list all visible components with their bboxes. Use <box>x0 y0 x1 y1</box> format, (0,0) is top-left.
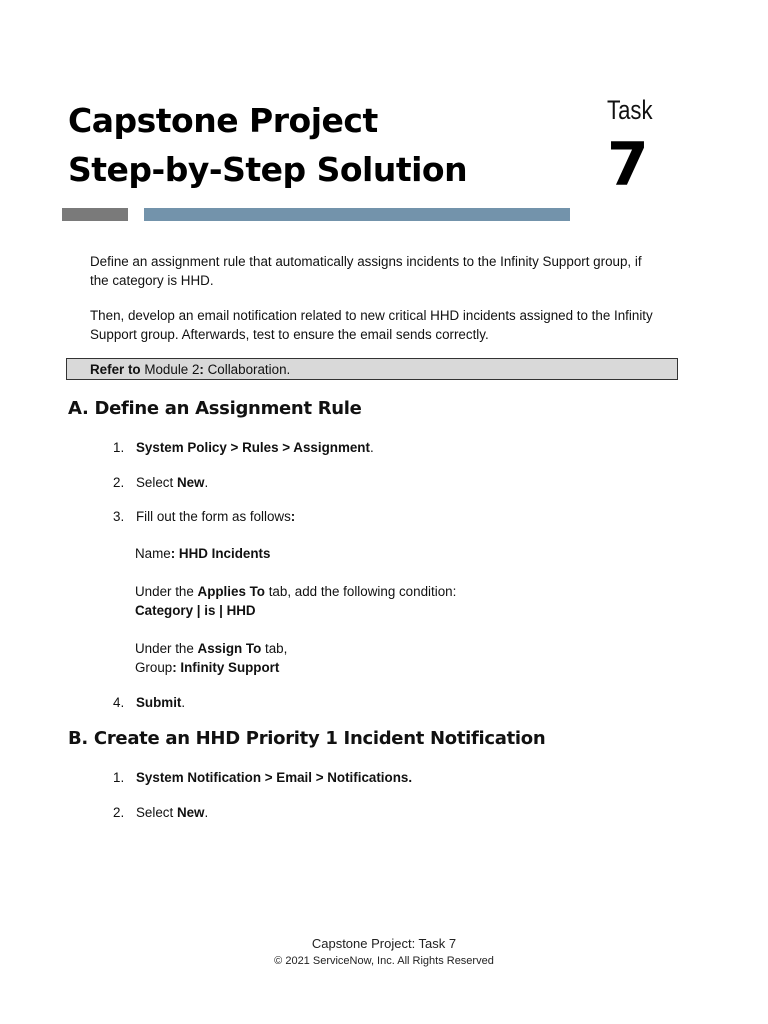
footer-copyright: © 2021 ServiceNow, Inc. All Rights Reserved <box>274 955 494 967</box>
intro-p2-line1: Then, develop an email notification related to new critical HHD incidents assigned to the Infinity <box>90 308 653 323</box>
applies-to-block <box>135 582 456 620</box>
intro-paragraph-1 <box>90 252 690 290</box>
step-colon: : <box>290 509 296 524</box>
section-a-step-1 <box>113 438 374 457</box>
group-colon: : <box>172 660 177 675</box>
refer-colon: : <box>199 362 204 377</box>
intro-paragraph-2 <box>90 306 690 344</box>
intro-p1-line2: the category is HHD. <box>90 273 214 288</box>
condition-text: Category | is | HHD <box>135 603 256 618</box>
step-bold: New <box>176 475 205 490</box>
title-line-1: Capstone Project <box>68 101 378 140</box>
section-a-heading: A. Define an Assignment Rule <box>68 398 362 419</box>
step-number: 4. <box>113 695 125 710</box>
step-number: 2. <box>113 805 125 820</box>
section-b-heading: B. Create an HHD Priority 1 Incident Notification <box>68 728 546 749</box>
applies-tab: Applies To <box>197 584 265 599</box>
decorative-gray-bar <box>62 208 128 221</box>
applies-pre: Under the <box>135 584 198 599</box>
step-number: 1. <box>113 440 125 455</box>
step-text: Fill out the form as follows <box>136 509 291 524</box>
refer-box <box>66 358 678 380</box>
step-text: Select <box>136 805 177 820</box>
group-value: Infinity Support <box>176 660 280 675</box>
group-label: Group <box>135 660 173 675</box>
section-a-step-3 <box>113 507 295 526</box>
intro-p2-line2: Support group. Afterwards, test to ensure the email sends correctly. <box>90 327 489 342</box>
footer-title: Capstone Project: Task 7 <box>311 936 457 951</box>
name-colon: : <box>170 546 176 561</box>
assign-pre: Under the <box>135 641 198 656</box>
name-field-line <box>135 544 270 563</box>
step-number: 3. <box>113 509 125 524</box>
step-end: . <box>369 440 374 455</box>
step-end: . <box>204 475 209 490</box>
title-line-2: Step-by-Step Solution <box>68 150 468 189</box>
refer-module: Module 2 <box>140 362 200 377</box>
name-label: Name <box>135 546 171 561</box>
assign-tab: Assign To <box>197 641 262 656</box>
name-value: HHD Incidents <box>175 546 271 561</box>
step-path: System Notification > Email > Notifications. <box>136 770 413 785</box>
decorative-blue-bar <box>144 208 570 221</box>
task-label: Task <box>607 95 653 125</box>
assign-to-block <box>135 639 287 677</box>
section-a-step-4 <box>113 693 185 712</box>
refer-label: Refer to <box>90 362 141 377</box>
section-b-step-1 <box>113 768 412 787</box>
applies-post: tab, add the following condition: <box>264 584 457 599</box>
page-title <box>68 96 467 194</box>
step-bold: Submit <box>136 695 182 710</box>
step-text: Select <box>136 475 177 490</box>
task-number: 7 <box>607 130 649 200</box>
assign-post: tab, <box>261 641 288 656</box>
step-bold: New <box>176 805 205 820</box>
refer-topic: Collaboration. <box>203 362 291 377</box>
section-b-step-2 <box>113 803 208 822</box>
step-path: System Policy > Rules > Assignment <box>136 440 370 455</box>
intro-p1-line1: Define an assignment rule that automatically assigns incidents to the Infinity Support group, if <box>90 254 642 269</box>
section-a-step-2 <box>113 473 208 492</box>
step-end: . <box>181 695 186 710</box>
step-number: 1. <box>113 770 125 785</box>
step-number: 2. <box>113 475 125 490</box>
step-end: . <box>204 805 209 820</box>
